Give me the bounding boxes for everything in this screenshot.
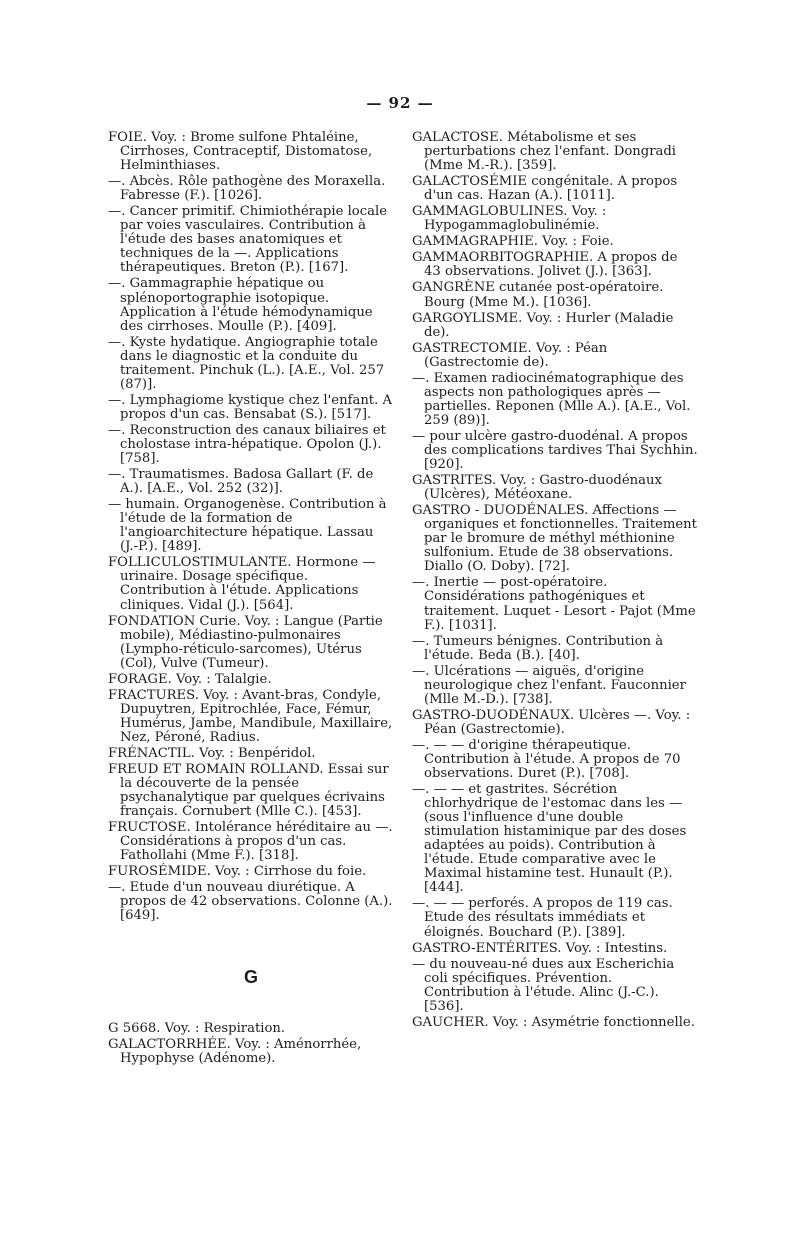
entry-forage: FORAGE. Voy. : Talalgie. (108, 671, 272, 687)
entry-gastrectomie-ulcere: — pour ulcère gastro-duodénal. A propos des complications tardives Thai Sychhin. [920]. (412, 428, 698, 473)
entry-ge-nouveau-ne: — du nouveau-né dues aux Escherichia coli spécifiques. Prévention. Contribution à l'étude. Alinc (J.-C.). [536]. (412, 956, 675, 1014)
entry-gd-inertie: —. Inertie — post-opératoire. Considérations pathogéniques et traitement. Luquet - Lesort - Pajot (Mme F.). [1031]. (412, 575, 696, 633)
entry-fondation-curie: FONDATION Curie. Voy. : Langue (Partie mobile), Médiastino-pulmonaires (Lympho-réticulo-sarcomes), Utérus (Col), Vulve (Tumeur). (108, 613, 383, 671)
entry-gaucher: GAUCHER. Voy. : Asymétrie fonctionnelle. (412, 1014, 695, 1030)
entry-galactose: GALACTOSE. Métabolisme et ses perturbations chez l'enfant. Dongradi (Mme M.-R.). [359]. (412, 130, 677, 174)
entry-gastro-duodenales: GASTRO - DUODÉNALES. Affections — organiques et fonctionnelles. Traitement par le bromure de méthyl méthionine sulfonium. Etude de 38 observations. Diallo (O. Doby). [72]. (412, 503, 697, 575)
entry-foie-gammagraphie: —. Gammagraphie hépatique ou splénoportographie isotopique. Application à l'étude hémodynamique des cirrhoses. Moulle (P.). [409]. (108, 276, 373, 334)
left-column (108, 131, 394, 1066)
entry-gdx-perfores: —. — — perforés. A propos de 119 cas. Etude des résultats immédiats et éloignés. Bouchard (P.). [389]. (412, 896, 673, 940)
entry-fractures: FRACTURES. Voy. : Avant-bras, Condyle, Dupuytren, Epitrochlée, Face, Fémur, Humérus, Jambe, Mandibule, Maxillaire, Nez, Péroné, Radius. (108, 687, 393, 745)
entry-gastrectomie: GASTRECTOMIE. Voy. : Péan (Gastrectomie de). (412, 340, 608, 370)
entry-foie-kyste: —. Kyste hydatique. Angiographie totale dans le diagnostic et la conduite du traitement. Pinchuk (L.). [A.E., Vol. 257 (87)]. (108, 334, 385, 392)
entry-freud-rolland: FREUD ET ROMAIN ROLLAND. Essai sur la découverte de la pensée psychanalytique par quelques écrivains français. Cornubert (Mlle C.). [453]. (108, 762, 389, 820)
entry-gammagraphie: GAMMAGRAPHIE. Voy. : Foie. (412, 234, 614, 250)
entry-foie-lymphangiome: —. Lymphagiome kystique chez l'enfant. A propos d'un cas. Bensabat (S.). [517]. (108, 392, 393, 422)
entry-gangrene: GANGRÈNE cutanée post-opératoire. Bourg (Mme M.). [1036]. (412, 280, 664, 310)
letter-heading-g: G (243, 966, 258, 987)
entry-foie-cancer: —. Cancer primitif. Chimiothérapie locale par voies vasculaires. Contribution à l'étude des bases anatomiques et techniques de la —. Applications thérapeutiques. Breton (P.). [167]. (108, 204, 388, 276)
entry-g5668: G 5668. Voy. : Respiration. (108, 1020, 286, 1036)
entry-gd-tumeurs: —. Tumeurs bénignes. Contribution à l'étude. Beda (B.). [40]. (412, 633, 664, 663)
entry-furosemide-etude: —. Etude d'un nouveau diurétique. A propos de 42 observations. Colonne (A.). [649]. (108, 880, 393, 924)
entry-foie-humain: — humain. Organogenèse. Contribution à l'étude de la formation de l'angioarchitecture hépatique. Lassau (J.-P.). [489]. (108, 497, 387, 555)
entry-foie: FOIE. Voy. : Brome sulfone Phtaléine, Cirrhoses, Contraceptif, Distomatose, Helminthiases. (108, 130, 373, 174)
entry-gammaorbitographie: GAMMAORBITOGRAPHIE. A propos de 43 observations. Jolivet (J.). [363]. (412, 250, 678, 280)
entry-frenactil: FRÉNACTIL. Voy. : Benpéridol. (108, 745, 316, 761)
entry-gammaglobulines: GAMMAGLOBULINES. Voy. : Hypogammaglobulinémie. (412, 204, 607, 234)
entry-fructose: FRUCTOSE. Intolérance héréditaire au —. Considérations à propos d'un cas. Fathollahi (Mme F.). [318]. (108, 820, 393, 864)
entry-folliculostimulante: FOLLICULOSTIMULANTE. Hormone — urinaire. Dosage spécifique. Contribution à l'étude. Applications cliniques. Vidal (J.). [564]. (108, 555, 376, 613)
entry-galactorrhee: GALACTORRHÉE. Voy. : Aménorrhée, Hypophyse (Adénome). (108, 1036, 362, 1066)
entry-foie-abces: —. Abcès. Rôle pathogène des Moraxella. Fabresse (F.). [1026]. (108, 174, 386, 204)
entry-foie-traumatismes: —. Traumatismes. Badosa Gallart (F. de A.). [A.E., Vol. 252 (32)]. (108, 467, 374, 497)
entry-gdx-therapeutique: —. — — d'origine thérapeutique. Contribution à l'étude. A propos de 70 observations. Duret (P.). [708]. (412, 737, 681, 782)
entry-gd-ulcerations: —. Ulcérations — aiguës, d'origine neurologique chez l'enfant. Fauconnier (Mlle M.-D.). [738]. (412, 663, 686, 707)
right-column (412, 131, 698, 1030)
entry-furosemide: FUROSÉMIDE. Voy. : Cirrhose du foie. (108, 864, 367, 880)
entry-gastrectomie-examen: —. Examen radiocinématographique des aspects non pathologiques après — partielles. Reponen (Mlle A.). [A.E., Vol. 259 (89)]. (412, 370, 691, 428)
entry-galactosemie: GALACTOSÉMIE congénitale. A propos d'un cas. Hazan (A.). [1011]. (412, 174, 678, 204)
entry-gastro-duodenaux: GASTRO-DUODÉNAUX. Ulcères —. Voy. : Péan (Gastrectomie). (412, 707, 691, 737)
entry-gastro-enterites: GASTRO-ENTÉRITES. Voy. : Intestins. (412, 940, 668, 956)
page-number: — 92 — (366, 94, 434, 112)
entry-gdx-gastrites: —. — — et gastrites. Sécrétion chlorhydrique de l'estomac dans les — (sous l'influence d'une double stimulation histaminique par des doses adaptées au poids). Contribution à l'étude. Etude comparative avec le Maximal histamine test. Hunault (P.). [444]. (412, 782, 687, 896)
entry-gastrites: GASTRITES. Voy. : Gastro-duodénaux (Ulcères), Météoxane. (412, 473, 662, 503)
entry-gargoylisme: GARGOYLISME. Voy. : Hurler (Maladie de). (412, 310, 674, 340)
entry-foie-reconstruction: —. Reconstruction des canaux biliaires et cholostase intra-hépatique. Opolon (J.). [758]. (108, 422, 386, 467)
